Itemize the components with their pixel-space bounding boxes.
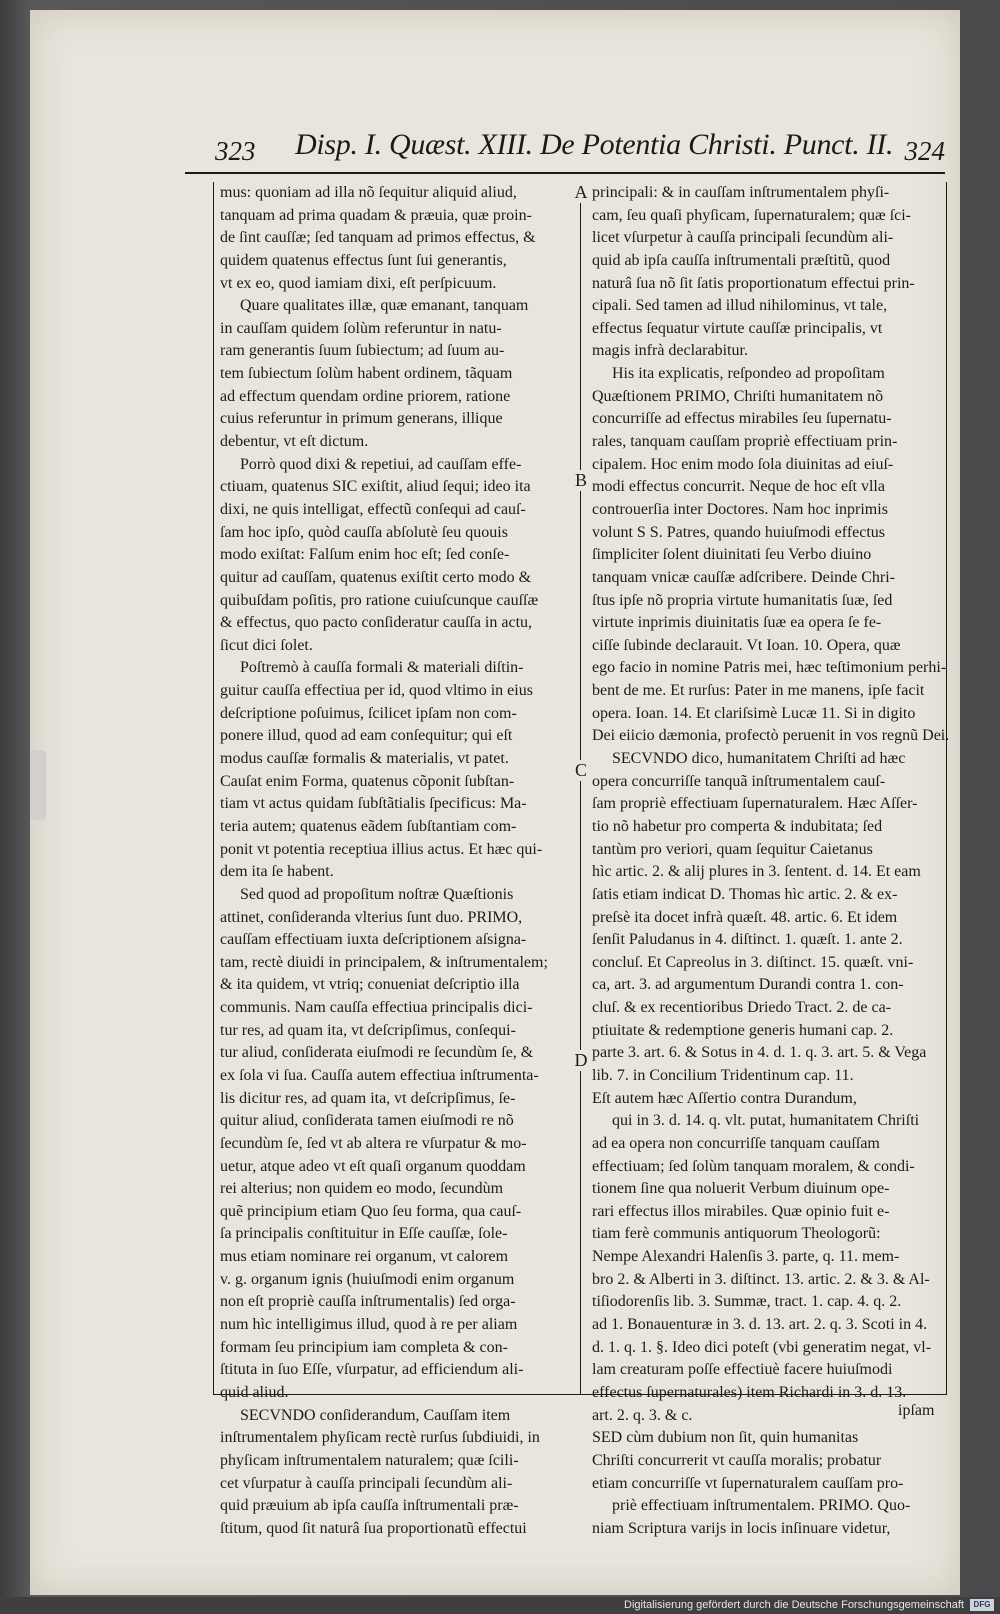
- margin-letter-a: A: [574, 182, 588, 202]
- text-line: licet vſurpetur à cauſſa principali ſecundùm ali-: [592, 229, 894, 247]
- text-line: bro 2. & Alberti in 3. diſtinct. 13. artic. 2. & 3. & Al-: [592, 1270, 930, 1288]
- text-line: naturâ ſua nõ ſit ſatis proportionatum effectui prin-: [592, 274, 915, 292]
- text-line: & ita quidem, vt vtriq; conueniat deſcriptio illa: [220, 976, 520, 994]
- digitization-footer: [0, 1597, 1000, 1614]
- text-line: de ſint cauſſæ; ſed tanquam ad primos effectus, &: [220, 229, 536, 247]
- text-line: v. g. organum ignis (huiuſmodi enim organum: [220, 1270, 515, 1288]
- text-line: ex ſola vi ſua. Cauſſa autem effectiua inſtrumenta-: [220, 1066, 539, 1084]
- text-line: Chriſti concurrerit vt cauſſa moralis; probatur: [592, 1451, 882, 1469]
- text-line: quẽ principium etiam Quo ſeu forma, qua cauſ-: [220, 1202, 522, 1220]
- text-line: ſam propriè effectiuam ſupernaturalem. Hæc Aſſer-: [592, 795, 918, 813]
- text-line: Eſt autem hæc Aſſertio contra Durandum,: [592, 1089, 857, 1107]
- text-line: Quare qualitates illæ, quæ emanant, tanquam: [240, 297, 529, 315]
- dfg-logo: DFG: [970, 1599, 994, 1611]
- text-line: tam, rectè diuidi in principalem, & inſtrumentalem;: [220, 953, 548, 971]
- text-line: qui in 3. d. 14. q. vlt. putat, humanitatem Chriſti: [612, 1112, 920, 1130]
- text-line: ſam hoc ipſo, quòd cauſſa abſolutè ſeu quouis: [220, 523, 508, 541]
- text-line: ctiuam, quatenus SIC exiſtit, aliud ſequi; ideo ita: [220, 478, 531, 496]
- text-line: preſsè ita docet infrà quæſt. 48. artic. 6. Et idem: [592, 908, 898, 926]
- text-line: cam, ſeu quaſi phyſicam, ſupernaturalem; quæ ſci-: [592, 206, 912, 224]
- text-line: lam creaturam poſſe effectiuè facere huiuſmodi: [592, 1361, 893, 1379]
- text-line: ſa principalis conſtituitur in Eſſe cauſſæ, ſole-: [220, 1225, 508, 1243]
- text-line: SED cùm dubium non ſit, quin humanitas: [592, 1429, 859, 1447]
- text-line: tur res, ad quam ita, vt deſcripſimus, conſequi-: [220, 1021, 516, 1039]
- text-line: Nempe Alexandri Halenſis 3. parte, q. 11. mem-: [592, 1248, 900, 1266]
- text-line: tanquam ad prima quadam & præuia, quæ proin-: [220, 206, 532, 224]
- text-line: tionem ſine qua noluerit Verbum diuinum ope-: [592, 1180, 890, 1198]
- text-line: priè effectiuam inſtrumentalem. PRIMO. Quo-: [612, 1497, 911, 1515]
- text-line: controuerſia inter Doctores. Nam hoc inprimis: [592, 500, 888, 518]
- text-line: ſtituta in ſuo Eſſe, vſurpatur, ad efficiendum ali-: [220, 1361, 524, 1379]
- text-line: principali: & in cauſſam inſtrumentalem phyſi-: [592, 184, 890, 201]
- text-line: parte 3. art. 6. & Sotus in 4. d. 1. q. 3. art. 5. & Vega: [592, 1044, 927, 1062]
- text-line: tem ſubiectum ſolùm habent ordinem, tãquam: [220, 365, 513, 383]
- text-line: ca, art. 3. ad argumentum Durandi contra 1. con-: [592, 976, 904, 994]
- page-number-left: 323: [215, 136, 256, 166]
- text-line: lis dicitur res, ad quam ita, vt deſcripſimus, ſe-: [220, 1089, 516, 1107]
- text-line: SECVNDO conſiderandum, Cauſſam item: [240, 1406, 511, 1424]
- text-line: ad effectum quendam ordine priorem, ratione: [220, 387, 511, 405]
- text-line: ponere illud, quod ad eam conſequitur; qui eſt: [220, 727, 513, 745]
- text-line: quid præuium ab ipſa cauſſa inſtrumentali præ-: [220, 1497, 519, 1515]
- text-line: tur aliud, conſiderata eiuſmodi re ſecundùm ſe, &: [220, 1044, 534, 1062]
- text-line: guitur cauſſa effectiua per id, quod vltimo in eius: [220, 682, 533, 700]
- text-line: cipali. Sed tamen ad illud nihilominus, vt tale,: [592, 297, 888, 315]
- text-line: etiam concurriſſe vt ſupernaturalem cauſſam pro-: [592, 1474, 904, 1492]
- text-line: bent de me. Et rurſus: Pater in me manens, ipſe facit: [592, 682, 925, 700]
- text-line: quitur aliud, conſiderata tamen eiuſmodi re nõ: [220, 1112, 514, 1130]
- text-line: Sed quod ad propoſitum noſtræ Quæſtionis: [240, 885, 514, 903]
- text-line: communis. Nam cauſſa effectiua principalis dici-: [220, 999, 533, 1017]
- text-block: [213, 182, 950, 1537]
- text-line: hìc artic. 2. & alij plures in 3. ſentent. d. 14. Et eam: [592, 863, 921, 881]
- text-line: quitur ad cauſſam, quatenus exiſtit certo modo &: [220, 568, 532, 586]
- text-line: debentur, vt eſt dictum.: [220, 433, 369, 451]
- text-line: vt ex eo, quod iamiam dixi, eſt perſpicuum.: [220, 274, 497, 292]
- text-line: ad ea opera non concurriſſe tanquam cauſſam: [592, 1134, 880, 1152]
- page-number-right: 324: [904, 136, 945, 166]
- text-line: tanquam vnicæ cauſſæ adſcribere. Deinde Chri-: [592, 568, 896, 586]
- text-line: dem ita ſe habent.: [220, 863, 334, 881]
- text-line: opera concurriſſe tanquã inſtrumentalem cauſ-: [592, 772, 886, 790]
- text-line: effectus ſupernaturales) item Richardi in 3. d. 13.: [592, 1383, 907, 1401]
- text-line: ſenſit Paludanus in 4. diſtinct. 1. quæſt. 1. ante 2.: [592, 931, 903, 949]
- text-line: ſtitum, quod ſit naturâ ſua proportionatũ effectui: [220, 1519, 527, 1537]
- text-line: teria autem; quatenus eãdem ſubſtantiam com-: [220, 817, 517, 835]
- text-line: Poſtremò à cauſſa formali & materiali diſtin-: [240, 659, 524, 677]
- text-line: ſtus ipſe nõ propria virtute humanitatis ſuæ, ſed: [592, 591, 893, 609]
- text-line: opera. Ioan. 14. Et clariſsimè Lucæ 11. Si in digito: [592, 704, 916, 722]
- text-line: phyſicam inſtrumentalem naturalem; quæ ſcili-: [220, 1451, 519, 1469]
- text-line: ſatis etiam indicat D. Thomas hìc artic. 2. & ex-: [592, 885, 898, 903]
- text-line: mus etiam nominare rei organum, vt calorem: [220, 1248, 509, 1266]
- text-line: Porrò quod dixi & repetiui, ad cauſſam effe-: [240, 455, 522, 473]
- page-edge-tab: [30, 750, 46, 820]
- margin-letter-c: C: [574, 760, 587, 780]
- text-line: modus cauſſæ formalis & materialis, vt patet.: [220, 750, 509, 768]
- text-line: Quæſtionem PRIMO, Chriſti humanitatem nõ: [592, 387, 884, 405]
- text-line: quid ab ipſa cauſſa inſtrumentali præſtitũ, quod: [592, 251, 891, 269]
- text-line: quid aliud.: [220, 1383, 289, 1401]
- text-line: ad 1. Bonauenturæ in 3. d. 13. art. 2. q. 3. Scoti in 4.: [592, 1316, 928, 1334]
- text-line: magis infrà declarabitur.: [592, 342, 748, 360]
- text-line: mus: quoniam ad illa nõ ſequitur aliquid aliud,: [220, 184, 517, 201]
- text-line: rari effectus illos mirabiles. Quæ opinio fuit e-: [592, 1202, 890, 1220]
- text-line: volunt S S. Patres, quando huiuſmodi effectus: [592, 523, 886, 541]
- text-line: in cauſſam quidem ſolùm referuntur in natu-: [220, 319, 502, 337]
- text-line: tiam vt actus quidam ſubſtãtialis ſpecificus: Ma-: [220, 795, 527, 813]
- text-line: ego facio in nomine Patris mei, hæc teſtimonium perhi-: [592, 659, 947, 677]
- text-line: ſicut dici ſolet.: [220, 636, 313, 654]
- text-line: formam ſeu principium iam completa & con-: [220, 1338, 508, 1356]
- text-line: quibuſdam poſitis, pro ratione cuiuſcunque cauſſæ: [220, 591, 539, 609]
- running-head: [185, 128, 945, 174]
- text-line: effectus ſequatur virtute cauſſæ principalis, vt: [592, 319, 883, 337]
- text-line: virtute inprimis diuinitatis ſuæ ea opera ſe fe-: [592, 614, 882, 632]
- text-line: concurriſſe ad effectus mirabiles ſeu ſupernatu-: [592, 410, 892, 428]
- text-line: deſcriptione poſuimus, ſcilicet ipſam non com-: [220, 704, 517, 722]
- text-line: cipalem. Hoc enim modo ſola diuinitas ad eiuſ-: [592, 455, 894, 473]
- text-line: rei alterius; non quidem eo modo, ſecundùm: [220, 1180, 504, 1198]
- text-line: lib. 7. in Concilium Tridentinum cap. 11.: [592, 1066, 854, 1084]
- text-line: Cauſat enim Forma, quatenus cõponit ſubſtan-: [220, 772, 515, 790]
- text-line: niam Scriptura varijs in locis inſinuare videtur,: [592, 1519, 891, 1537]
- text-line: concluſ. Et Capreolus in 3. diſtinct. 15. quæſt. vni-: [592, 953, 914, 971]
- text-line: ptiuitate & redemptione generis humani cap. 2.: [592, 1021, 894, 1039]
- text-line: rales, tanquam cauſſam propriè effectiuam prin-: [592, 433, 898, 451]
- text-line: His ita explicatis, reſpondeo ad propoſitam: [612, 365, 885, 383]
- margin-letter-b: B: [574, 470, 587, 490]
- book-page: [30, 10, 960, 1595]
- text-line: modo exiſtat: Falſum enim hoc eſt; ſed conſe-: [220, 546, 510, 564]
- text-line: tantùm pro veriori, quam ſequitur Caietanus: [592, 840, 873, 858]
- text-line: modi effectus concurrit. Neque de hoc eſt vlla: [592, 478, 885, 496]
- text-line: dixi, ne quis intelligat, effectũ conſequi ad cauſ-: [220, 500, 526, 518]
- header-title: Disp. I. Quæst. XIII. De Potentia Christi. Punct. II.: [295, 128, 894, 161]
- text-line: cluſ. & ex recentioribus Driedo Tract. 2. de ca-: [592, 999, 892, 1017]
- text-line: uetur, atque adeo vt eſt quaſi organum quoddam: [220, 1157, 526, 1175]
- text-line: quidem quatenus effectus ſunt ſui generantis,: [220, 251, 507, 269]
- text-line: & effectus, quo pacto conſideratur cauſſa in actu,: [220, 614, 533, 632]
- margin-letter-d: D: [574, 1050, 588, 1070]
- text-line: Dei eiicio dæmonia, profectò peruenit in vos regnũ Dei.: [592, 727, 950, 745]
- text-line: ſecundùm ſe, ſed vt ab altera re vſurpatur & mo-: [220, 1134, 527, 1152]
- text-line: d. 1. q. 1. §. Ideo dici poteſt (vbi generatim negat, vl-: [592, 1338, 932, 1356]
- text-line: effectiuam; ſed ſolùm tanquam moralem, & condi-: [592, 1157, 915, 1175]
- text-line: num hìc intelligimus illud, quod à re per aliam: [220, 1316, 518, 1334]
- text-line: cauſſam effectiuam iuxta deſcriptionem aſsigna-: [220, 931, 527, 949]
- text-line: inſtrumentalem phyſicam rectè rurſus ſubdiuidi, in: [220, 1429, 540, 1447]
- catchword: ipſam: [898, 1402, 935, 1419]
- text-line: tio nõ habetur pro comperta & indubitata; ſed: [592, 817, 883, 835]
- text-line: attinet, conſideranda vlterius ſunt duo. PRIMO,: [220, 908, 523, 926]
- text-line: ſimpliciter ſolent diuinitati ſeu Verbo diuino: [592, 546, 872, 564]
- text-line: art. 2. q. 3. & c.: [592, 1406, 693, 1424]
- column-divider: [580, 182, 581, 1394]
- footer-credit-text: Digitalisierung gefördert durch die Deutsche Forschungsgemeinschaft: [624, 1599, 964, 1611]
- text-line: cet vſurpatur à cauſſa principali ſecundùm ali-: [220, 1474, 513, 1492]
- text-line: SECVNDO dico, humanitatem Chriſti ad hæc: [612, 750, 906, 768]
- text-line: non eſt propriè cauſſa inſtrumentalis) ſed orga-: [220, 1293, 516, 1311]
- left-column: [220, 182, 572, 1537]
- text-line: tiam ferè communis antiquorum Theologorũ:: [592, 1225, 881, 1243]
- text-line: ponit vt potentia receptiua illius actus. Et hæc qui-: [220, 840, 543, 858]
- text-line: ram generantis ſuum ſubiectum; ad ſuum au-: [220, 342, 505, 360]
- text-line: tiſiodorenſis lib. 3. Summæ, tract. 1. cap. 4. q. 2.: [592, 1293, 902, 1311]
- text-line: cuius referuntur in primum generans, illique: [220, 410, 503, 428]
- text-line: ciſſe ſubinde declarauit. Vt Ioan. 10. Opera, quæ: [592, 636, 901, 654]
